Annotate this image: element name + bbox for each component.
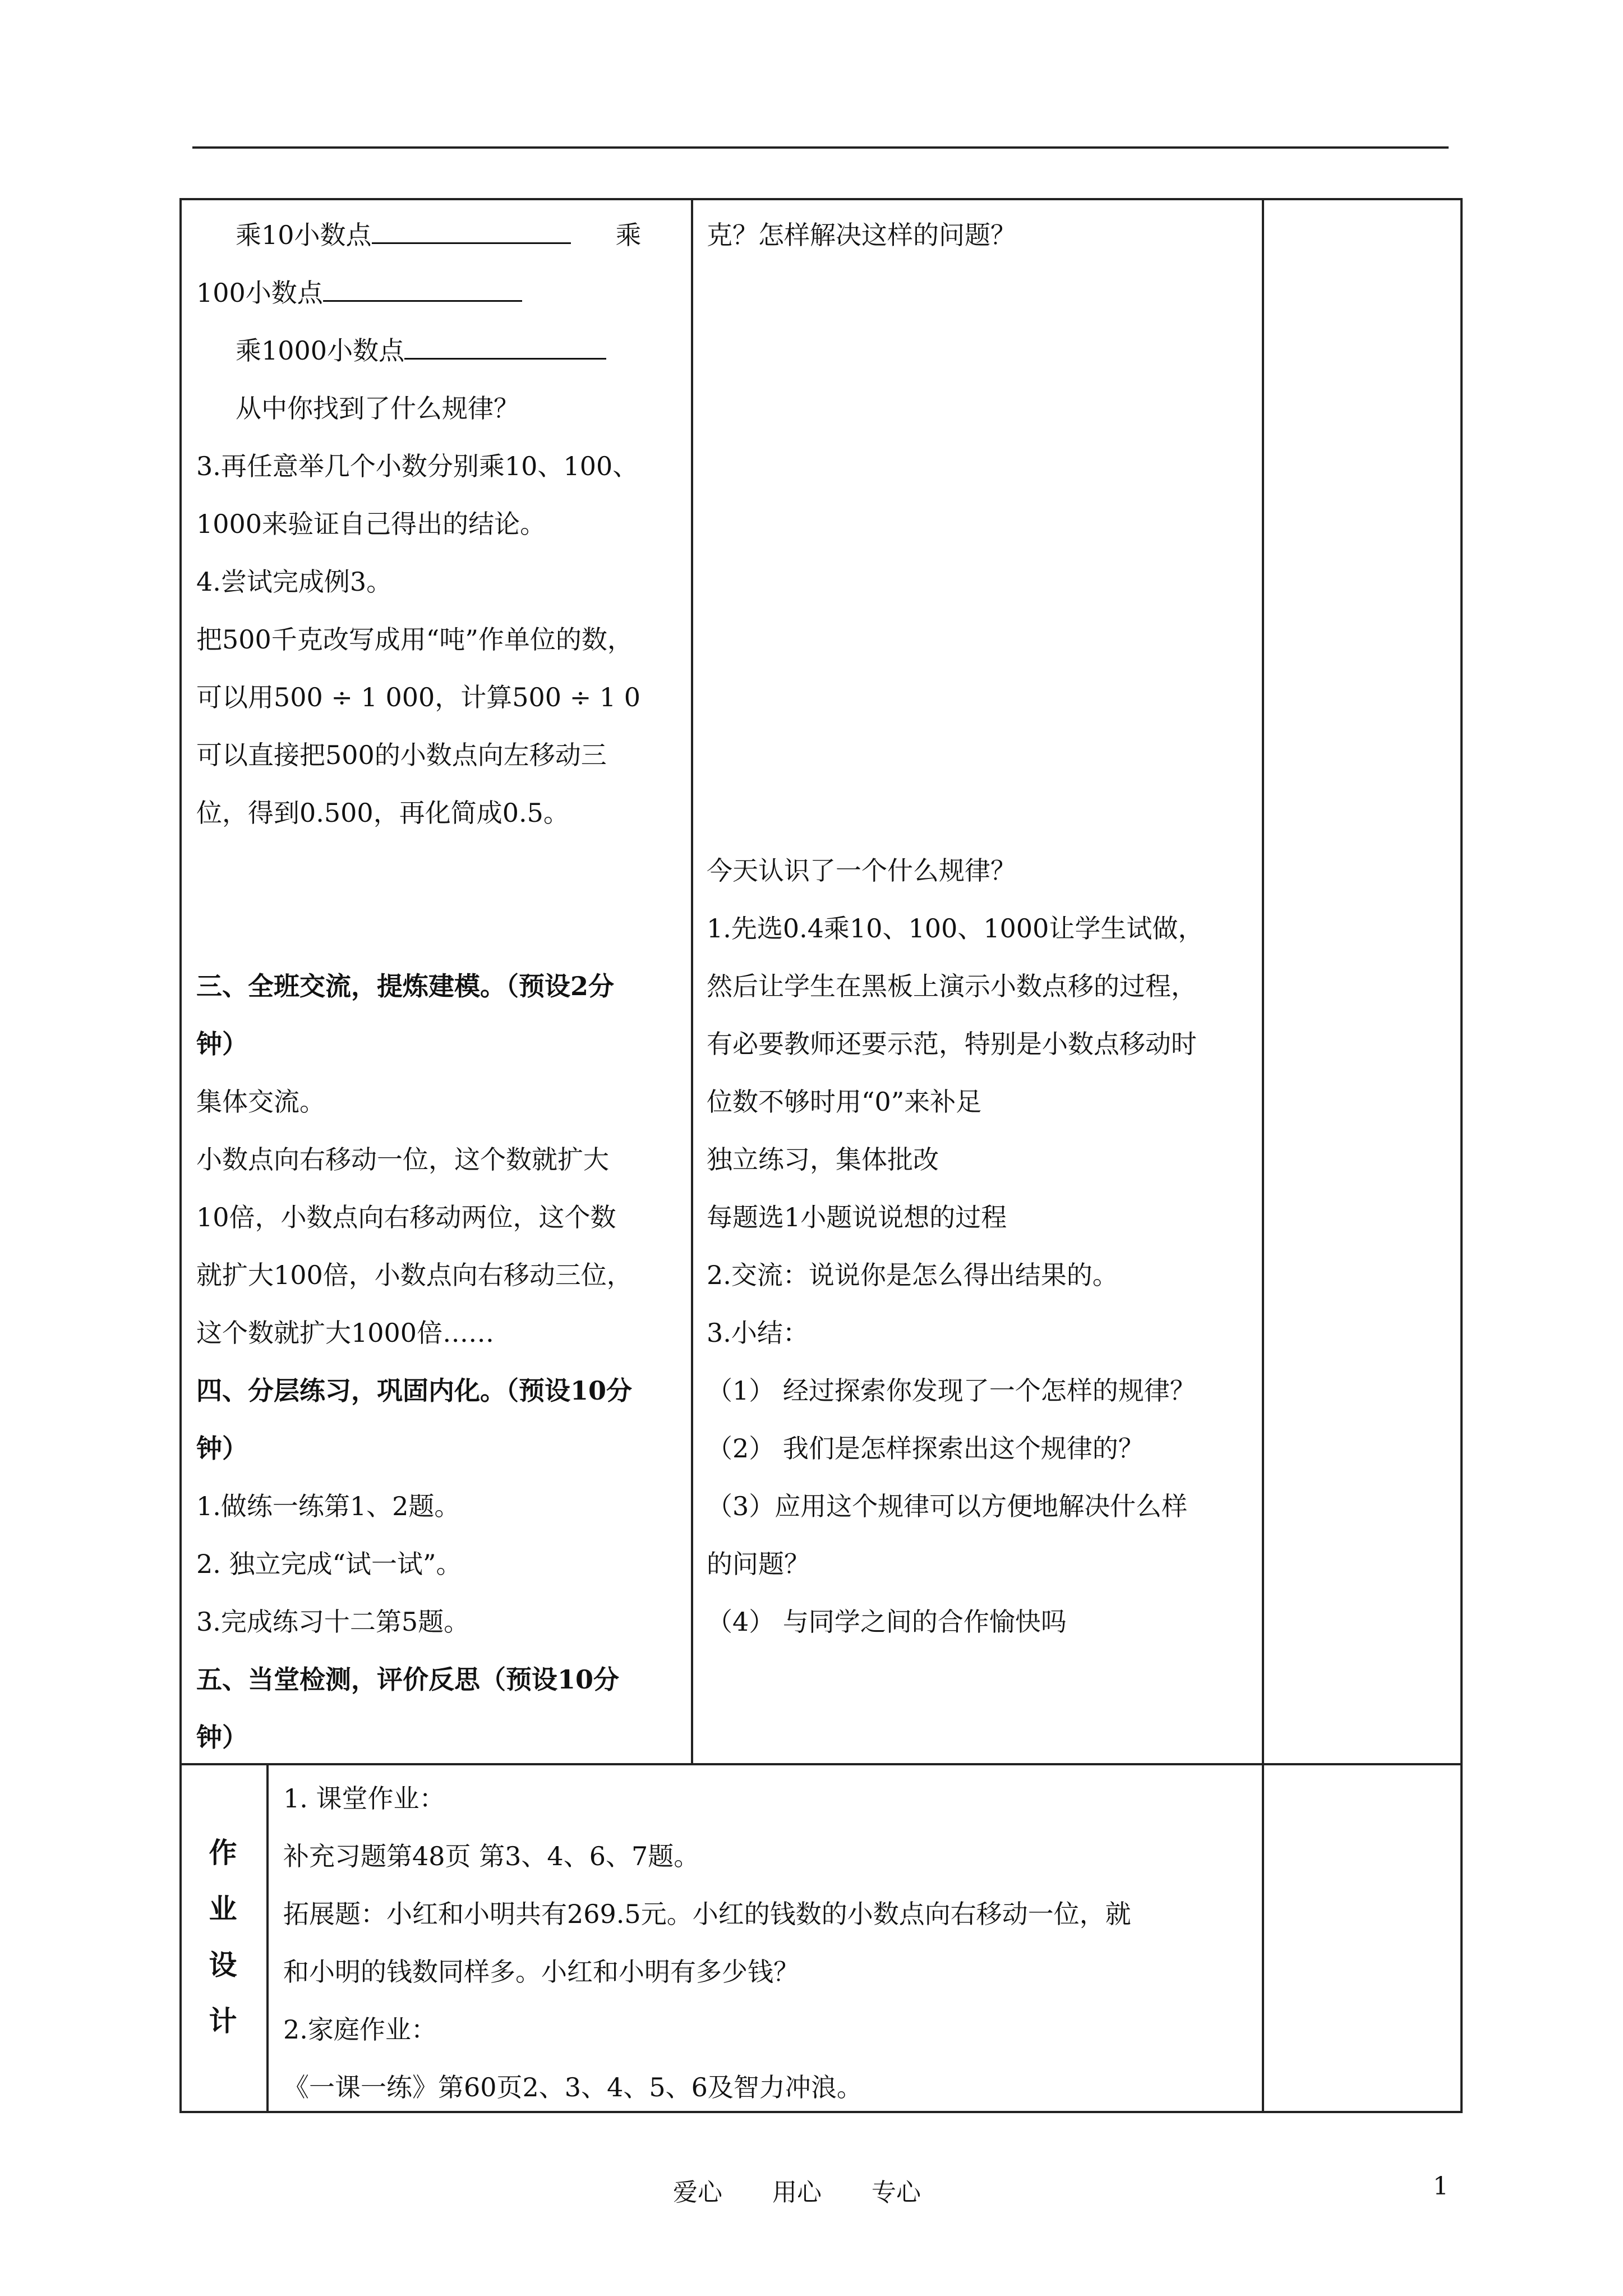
homework-line-2: 补充习题第48页 第3、4、6、7题。 <box>283 1841 700 1871</box>
homework-line-4: 和小明的钱数同样多。小红和小明有多少钱？ <box>283 1957 799 1987</box>
right-line-10: （1） 经过探索你发现了一个怎样的规律？ <box>707 1375 1196 1406</box>
left-line-6: 1000来验证自己得出的结论。 <box>196 509 546 539</box>
section-heading-5-cont: 钟） <box>196 1722 248 1752</box>
homework-label-char: 作 <box>209 1836 237 1869</box>
section-heading-5: 五、当堂检测，评价反思（预设10分 <box>196 1664 620 1695</box>
answer-blank <box>323 272 522 302</box>
left-line-24: 2. 独立完成“试一试”。 <box>196 1549 462 1579</box>
section-heading-3: 三、全班交流，提炼建模。（预设2分 <box>196 971 615 1001</box>
table-col-divider-1 <box>691 198 693 1763</box>
left-line-4: 从中你找到了什么规律？ <box>236 393 519 424</box>
header-rule <box>192 146 1449 149</box>
answer-blank <box>372 214 571 244</box>
footer-word: 爱心 <box>673 2178 722 2207</box>
footer-word: 专心 <box>872 2178 921 2207</box>
left-line-13 <box>196 900 684 958</box>
homework-line-6: 《一课一练》第60页2、3、4、5、6及智力冲浪。 <box>283 2072 863 2102</box>
right-line-1: 今天认识了一个什么规律？ <box>707 855 1016 886</box>
page-number: 1 <box>1433 2172 1449 2201</box>
left-line-2: 100小数点 <box>196 264 684 322</box>
right-line-2: 1.先选0.4乘10、100、1000让学生试做， <box>707 913 1204 944</box>
section-heading-3-cont: 钟） <box>196 1029 248 1059</box>
section-heading-4: 四、分层练习，巩固内化。（预设10分 <box>196 1375 633 1406</box>
page-footer <box>0 2172 1623 2206</box>
homework-line-5: 2.家庭作业： <box>283 2014 437 2045</box>
table-col-divider-2 <box>1262 198 1264 2113</box>
left-line-23: 1.做练一练第1、2题。 <box>196 1491 460 1521</box>
right-line-13: 的问题？ <box>707 1549 810 1579</box>
section-heading-4-cont: 钟） <box>196 1433 248 1464</box>
right-column-top <box>707 206 1256 264</box>
homework-label-char: 设 <box>209 1948 237 1981</box>
left-line-1: 乘10小数点 乘 <box>196 206 684 264</box>
left-line-9: 可以用500 ÷ 1 000，计算500 ÷ 1 0 <box>196 682 641 712</box>
left-line-17: 小数点向右移动一位，这个数就扩大 <box>196 1144 609 1175</box>
homework-label-char: 计 <box>209 2004 237 2037</box>
homework-label-char: 业 <box>209 1892 237 1925</box>
left-line-16: 集体交流。 <box>196 1087 325 1117</box>
right-line-top: 克？怎样解决这样的问题？ <box>707 220 1016 250</box>
right-line-6: 独立练习，集体批改 <box>707 1144 939 1175</box>
left-line-5: 3.再任意举几个小数分别乘10、100、 <box>196 451 639 481</box>
right-line-9: 3.小结： <box>707 1318 809 1348</box>
homework-content <box>283 1770 1256 2116</box>
right-line-3: 然后让学生在黑板上演示小数点移的过程， <box>707 971 1197 1001</box>
left-line-25: 3.完成练习十二第5题。 <box>196 1607 470 1637</box>
right-line-7: 每题选1小题说说想的过程 <box>707 1202 1007 1232</box>
left-line-18: 10倍，小数点向右移动两位，这个数 <box>196 1202 616 1232</box>
left-line-10: 可以直接把500的小数点向左移动三 <box>196 740 607 770</box>
answer-blank <box>404 330 606 360</box>
right-line-8: 2.交流：说说你是怎么得出结果的。 <box>707 1260 1118 1290</box>
left-column <box>196 206 684 1766</box>
table-top-border <box>179 198 1463 200</box>
right-line-12: （3）应用这个规律可以方便地解决什么样 <box>707 1491 1188 1521</box>
right-line-14: （4） 与同学之间的合作愉快吗 <box>707 1607 1067 1637</box>
left-line-8: 把500千克改写成用“吨”作单位的数， <box>196 624 633 655</box>
right-column <box>707 842 1256 1651</box>
left-line-3: 乘1000小数点 <box>196 322 684 380</box>
footer-word: 用心 <box>772 2178 822 2207</box>
right-line-5: 位数不够时用“0”来补足 <box>707 1087 982 1117</box>
left-line-11: 位，得到0.500，再化简成0.5。 <box>196 798 569 828</box>
left-line-20: 这个数就扩大1000倍…… <box>196 1318 495 1348</box>
left-line-12 <box>196 842 684 900</box>
homework-line-1: 1. 课堂作业： <box>283 1783 445 1814</box>
footer-motto <box>673 2172 963 2208</box>
right-line-11: （2） 我们是怎样探索出这个规律的？ <box>707 1433 1144 1464</box>
table-label-divider <box>266 1763 269 2111</box>
homework-label <box>179 1763 266 2111</box>
left-line-7: 4.尝试完成例3。 <box>196 567 393 597</box>
homework-line-3: 拓展题：小红和小明共有269.5元。小红的钱数的小数点向右移动一位，就 <box>283 1899 1131 1929</box>
table-right-border <box>1460 198 1463 2113</box>
right-line-4: 有必要教师还要示范，特别是小数点移动时 <box>707 1029 1197 1059</box>
left-line-19: 就扩大100倍，小数点向右移动三位， <box>196 1260 633 1290</box>
